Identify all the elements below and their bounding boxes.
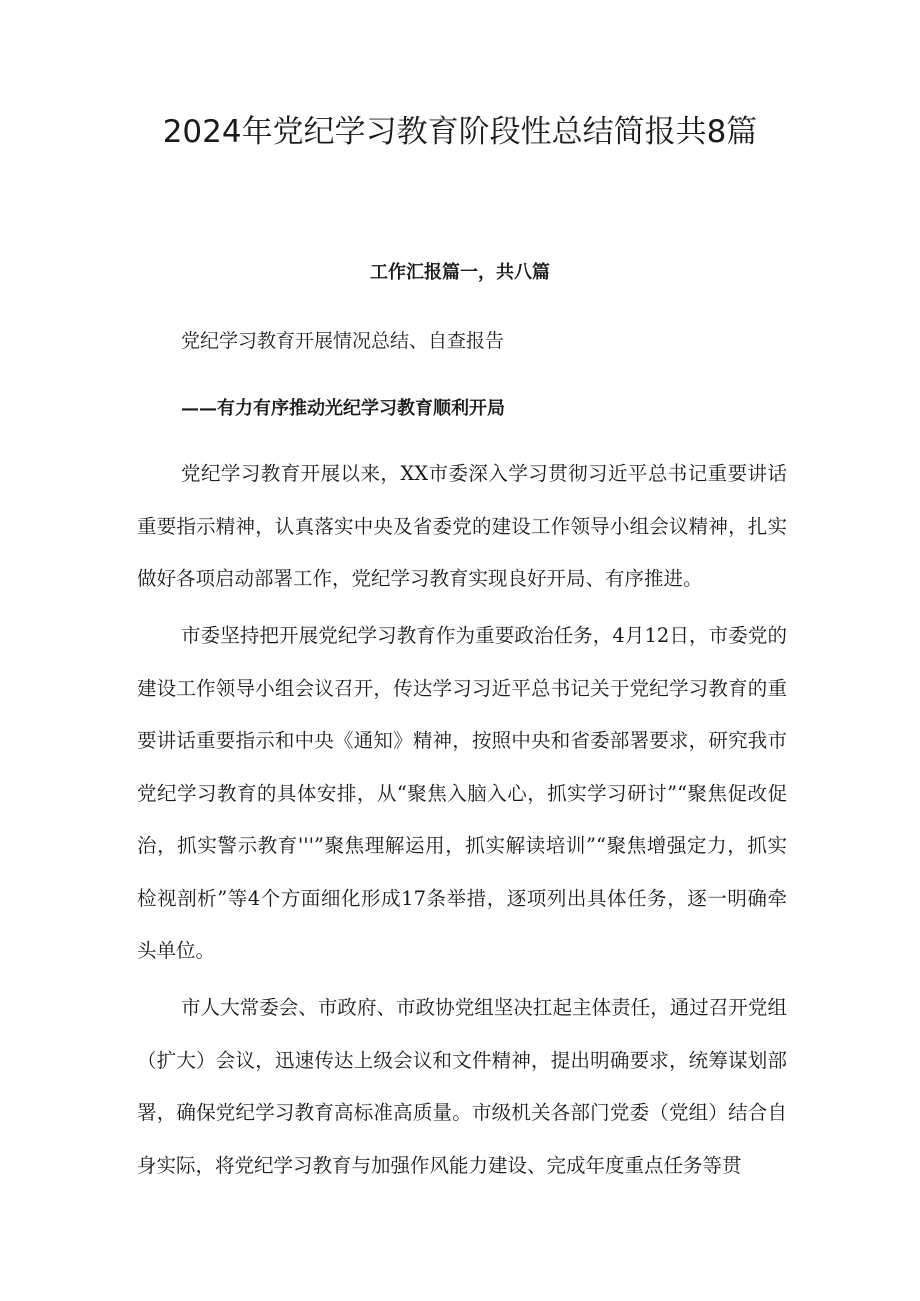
report-tagline: ——有力有序推动光纪学习教育顺利开局 [181,398,505,419]
body-paragraph: 党纪学习教育开展以来，XX市委深入学习贯彻习近平总书记重要讲话重要指示精神，认真落实中央及省委党的建设工作领导小组会议精神，扎实做好各项启动部署工作，党纪学习教育实现良好开局、有序推进。 [137,462,787,590]
body-paragraph: 市人大常委会、市政府、市政协党组坚决扛起主体责任，通过召开党组（扩大）会议，迅速传达上级会议和文件精神，提出明确要求，统筹谋划部署，确保党纪学习教育高标准高质量。市级机关各部门党委（党组）结合自身实际，将党纪学习教育与加强作风能力建设、完成年度重点任务等贯 [137,996,787,1177]
report-subtitle: 党纪学习教育开展情况总结、自查报告 [181,330,505,352]
document-title: 2024年党纪学习教育阶段性总结简报共8篇 [162,114,758,150]
section-heading: 工作汇报篇一，共八篇 [370,262,550,283]
body-paragraph: 市委坚持把开展党纪学习教育作为重要政治任务，4月12日，市委党的建设工作领导小组会议召开，传达学习习近平总书记关于党纪学习教育的重要讲话重要指示和中央《通知》精神，按照中央和省委部署要求，研究我市党纪学习教育的具体安排，从“聚焦入脑入心，抓实学习研讨”“聚焦促改促治，抓实警示教育'''”聚焦理解运用，抓实解读培训”“聚焦增强定力，抓实检视剖析”等4个方面细化形成17条举措，逐项列出具体任务，逐一明确牵头单位。 [137,624,787,962]
